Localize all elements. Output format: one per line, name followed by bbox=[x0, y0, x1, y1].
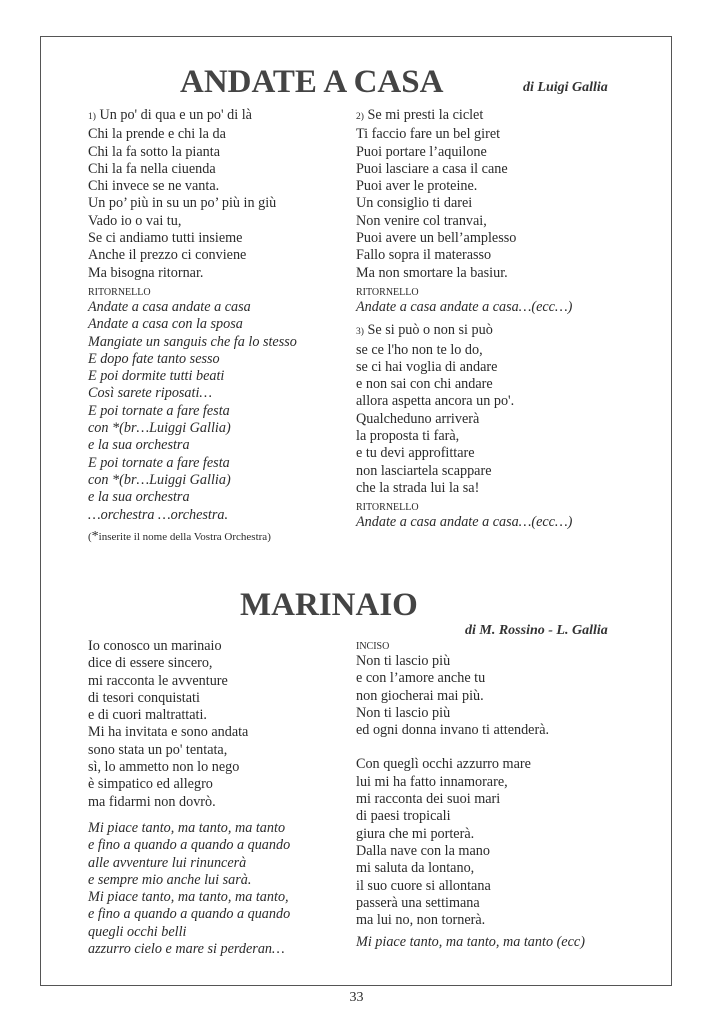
ritornello-label: RITORNELLO bbox=[356, 286, 419, 298]
chorus-line: E dopo fate tanto sesso bbox=[88, 350, 220, 367]
inciso-label: INCISO bbox=[356, 641, 390, 652]
verse-line: mi racconta le avventure bbox=[88, 672, 228, 689]
song2-author: di M. Rossino - L. Gallia bbox=[465, 623, 608, 638]
chorus-line: E poi tornate a fare festa bbox=[88, 402, 230, 419]
chorus-line: Così sarete riposati… bbox=[88, 385, 213, 402]
verse-line: non lasciartela scappare bbox=[356, 462, 492, 479]
chorus-line: E poi dormite tutti beati bbox=[88, 368, 225, 385]
verse-line: Dalla nave con la mano bbox=[356, 842, 490, 859]
verse-line: passerà una settimana bbox=[356, 894, 480, 911]
chorus-line: Andate a casa con la sposa bbox=[88, 316, 243, 333]
verse-line: Chi la prende e chi la da bbox=[88, 126, 226, 143]
verse-line: se ci hai voglia di andare bbox=[356, 358, 498, 375]
verse-line: non giocherai mai più. bbox=[356, 687, 484, 704]
verse-line: Puoi portare l’aquilone bbox=[356, 143, 487, 160]
chorus-line: Mangiate un sanguis che fa lo stesso bbox=[88, 333, 297, 350]
verse-line: ma lui no, non tornerà. bbox=[356, 912, 486, 929]
song1-title: ANDATE A CASA bbox=[180, 64, 444, 100]
song1-verse1-first-line: 1) Un po' di qua e un po' di là bbox=[88, 107, 252, 123]
chorus-line: e fino a quando a quando a quando bbox=[88, 837, 291, 854]
chorus-line: E poi tornate a fare festa bbox=[88, 454, 230, 471]
verse-line: la proposta ti farà, bbox=[356, 428, 460, 445]
verse-line: e di cuori maltrattati. bbox=[88, 707, 207, 724]
chorus-line: alle avventure lui rinuncerà bbox=[88, 854, 247, 871]
chorus-line: e fino a quando a quando a quando bbox=[88, 906, 291, 923]
verse-line: Ma bisogna ritornar. bbox=[88, 264, 204, 281]
verse-line: Chi la fa sotto la pianta bbox=[88, 143, 220, 160]
song1-right-column bbox=[356, 107, 572, 532]
verse-line: dice di essere sincero, bbox=[88, 655, 213, 672]
chorus-line: …orchestra …orchestra. bbox=[88, 506, 229, 523]
verse-line: Ma non smortare la basiur. bbox=[356, 264, 508, 281]
verse-line: Puoi aver le proteine. bbox=[356, 178, 478, 195]
verse-line: Non venire col tranvai, bbox=[356, 212, 487, 229]
verse-line: ed ogni donna invano ti attenderà. bbox=[356, 722, 550, 739]
song1-verse2-first-line: 2) Se mi presti la ciclet bbox=[356, 107, 484, 123]
verse-line: di paesi tropicali bbox=[356, 808, 451, 825]
verse-line: sì, lo ammetto non lo nego bbox=[88, 759, 240, 776]
orchestra-note: (*inserite il nome della Vostra Orchestra) bbox=[88, 528, 271, 544]
verse-line: Ti faccio fare un bel giret bbox=[356, 126, 501, 143]
song1-left-column bbox=[88, 107, 297, 544]
verse-line: sono stata un po' tentata, bbox=[88, 741, 228, 758]
verse-line: e con l’amore anche tu bbox=[356, 670, 486, 687]
verse-line: mi racconta dei suoi mari bbox=[356, 791, 501, 808]
verse-line: Un consiglio ti darei bbox=[356, 195, 473, 212]
verse-line: Fallo sopra il materasso bbox=[356, 247, 492, 264]
verse-line: Mi ha invitata e sono andata bbox=[88, 724, 249, 741]
chorus-line: Mi piace tanto, ma tanto, ma tanto bbox=[88, 819, 286, 836]
verse-line: giura che mi porterà. bbox=[356, 825, 475, 842]
verse-line: ma fidarmi non dovrò. bbox=[88, 793, 216, 810]
chorus-line: e la sua orchestra bbox=[88, 437, 190, 454]
verse-line: Non ti lascio più bbox=[356, 653, 451, 669]
chorus-line: Andate a casa andate a casa…(ecc…) bbox=[356, 298, 573, 315]
verse-line: Vado io o vai tu, bbox=[88, 212, 182, 229]
verse-line: Io conosco un marinaio bbox=[88, 638, 222, 654]
verse-line: Se ci andiamo tutti insieme bbox=[88, 230, 243, 247]
ritornello-label: RITORNELLO bbox=[356, 502, 419, 514]
verse-line: se ce l'ho non te lo do, bbox=[356, 341, 483, 358]
chorus-line: azzurro cielo e mare si perderan… bbox=[88, 941, 285, 958]
verse-line: e non sai con chi andare bbox=[356, 376, 493, 393]
song2-title: MARINAIO bbox=[240, 587, 418, 623]
verse-line: allora aspetta ancora un po'. bbox=[356, 393, 515, 410]
verse-line: che la strada lui la sa! bbox=[356, 479, 480, 496]
chorus-line: con *(br…Luiggi Gallia) bbox=[88, 420, 231, 437]
verse-line: Qualcheduno arriverà bbox=[356, 410, 480, 427]
song1-author: di Luigi Gallia bbox=[523, 80, 608, 95]
verse-line: lui mi ha fatto innamorare, bbox=[356, 773, 508, 790]
verse-line: Con queglì occhi azzurro mare bbox=[356, 756, 531, 773]
chorus-line: Mi piace tanto, ma tanto, ma tanto (ecc) bbox=[356, 934, 585, 951]
verse-line: il suo cuore si allontana bbox=[356, 877, 491, 894]
verse-line: Anche il prezzo ci conviene bbox=[88, 247, 247, 264]
chorus-line: Andate a casa andate a casa bbox=[88, 298, 251, 315]
page-number: 33 bbox=[349, 990, 364, 1005]
song1-verse3-first-line: 3) Se si può o non si può bbox=[356, 322, 493, 339]
chorus-line: con *(br…Luiggi Gallia) bbox=[88, 471, 231, 488]
chorus-line: Mi piace tanto, ma tanto, ma tanto, bbox=[88, 889, 289, 906]
chorus-line: Andate a casa andate a casa…(ecc…) bbox=[356, 514, 573, 531]
ritornello-label: RITORNELLO bbox=[88, 286, 151, 298]
song2-right-column bbox=[356, 640, 585, 952]
chorus-line: e la sua orchestra bbox=[88, 489, 190, 506]
verse-line: Puoi lasciare a casa il cane bbox=[356, 160, 508, 177]
verse-line: Un po’ più in su un po’ più in giù bbox=[88, 195, 277, 212]
verse-line: di tesori conquistati bbox=[88, 689, 200, 706]
verse-line: mi saluta da lontano, bbox=[356, 860, 475, 877]
verse-line: Puoi avere un bell’amplesso bbox=[356, 230, 517, 247]
verse-line: e tu devi approfittare bbox=[356, 445, 475, 462]
verse-line: è simpatico ed allegro bbox=[88, 776, 213, 793]
verse-line: Non ti lascio più bbox=[356, 704, 451, 721]
verse-line: Chi la fa nella ciuenda bbox=[88, 160, 216, 177]
chorus-line: e sempre mio anche lui sarà. bbox=[88, 871, 252, 888]
song2-left-column bbox=[88, 638, 290, 958]
chorus-line: quegli occhi belli bbox=[88, 923, 187, 940]
verse-line: Chi invece se ne vanta. bbox=[88, 178, 220, 195]
